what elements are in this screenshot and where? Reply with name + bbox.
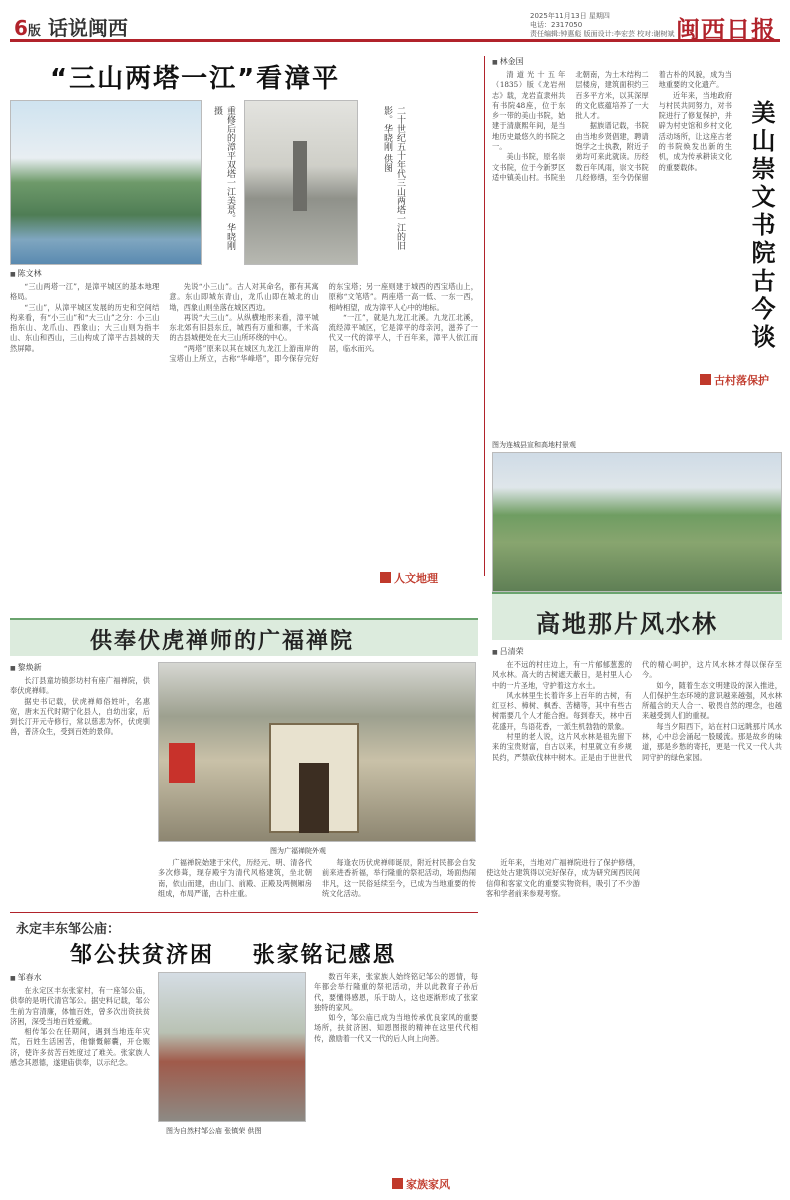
article2-column-tag: 古村落保护 xyxy=(700,372,769,388)
issue-date: 2025年11月13日 星期四 xyxy=(530,12,610,20)
article5-column-tag: 家族家风 xyxy=(392,1176,450,1192)
article4-paragraph: 在不远的村庄边上，有一片郁郁葱葱的风水林。高大的古树遮天蔽日，是村里人心中的一片圣地，守护着这方水土。 xyxy=(492,660,632,690)
article5-body-left xyxy=(10,986,150,1194)
article3-title-bar xyxy=(10,618,478,656)
article5-byline: ■ 邹春水 xyxy=(10,972,42,983)
editors: 责任编辑:钟惠彪 版面设计:李宏芸 校对:谢树斌 xyxy=(530,30,675,38)
article3-photo-caption: 图为广福禅院外观 xyxy=(270,847,326,855)
article3-paragraph: 据史书记载，伏虎禅师俗姓叶，名惠宽，唐末五代时期宁化县人，自幼出家，后到长汀开元寺修行，常以慈悲为怀，伏虎驯兽，普济众生，受到百姓的景仰。 xyxy=(10,696,150,737)
page-meta xyxy=(530,12,675,39)
article1-old-photo xyxy=(244,100,358,265)
article4-photo-caption: 图为连城县宣和高地村景观 xyxy=(492,441,576,449)
article3-paragraph: 每逢农历伏虎禅师诞辰，附近村民都会自发前来进香祈福，举行隆重的祭祀活动，场面热闹非凡，这一民俗延续至今，已成为当地重要的传统文化活动。 xyxy=(322,858,476,898)
page-section-banner xyxy=(14,12,128,41)
article5-temple-photo xyxy=(158,972,306,1122)
article3-title: 供奉伏虎禅师的广福禅院 xyxy=(90,629,355,654)
article2-body xyxy=(492,70,732,392)
page-unit: 版 xyxy=(27,24,41,39)
article1-paragraph: “两塔”原来以其在城区九龙江上游南岸的宝塔山上所立，古称“华峰塔”，即今保存完好的东宝塔；另一座则建于城西的西宝塔山上，原称“文笔塔”。两座塔一高一低、一东一西，相峙相望，成为漳平人心中的地标。 xyxy=(169,282,478,364)
article5-kicker: 永定丰东邹公庙： xyxy=(16,922,121,937)
article1-paragraph: “三山两塔一江”，是漳平城区的基本地理格局。 xyxy=(10,282,160,302)
article5-paragraph: 如今，邹公庙已成为当地传承优良家风的重要场所，扶贫济困、知恩图报的精神在这里代代相传，激励着一代又一代的后人向上向善。 xyxy=(314,1013,478,1043)
article1-old-photo-caption: 二十世纪五十年代三山两塔一江的旧影。华晓刚 供图 xyxy=(382,106,405,250)
article1-body xyxy=(10,282,478,607)
article5-paragraph: 在永定区丰东张家村，有一座邹公庙，供奉的是明代清官邹公。据史料记载，邹公生前为官清廉，体恤百姓，曾多次出资扶贫济困，深受当地百姓爱戴。 xyxy=(10,986,150,1026)
article4-paragraph: 村里的老人说，这片风水林是祖先留下来的宝贵财富，自古以来，村里就立有乡规民约，严禁砍伐林中树木。正是由于世世代代的精心呵护，这片风水林才得以保存至今。 xyxy=(492,660,782,762)
article4-paragraph: 如今，随着生态文明建设的深入推进，人们保护生态环境的意识越来越强，风水林所蕴含的天人合一、敬畏自然的理念，也越来越受到人们的重视。 xyxy=(642,680,782,721)
newspaper-logo: 闽西日报 xyxy=(676,16,776,44)
article5-paragraph: 相传邹公在任期间，遇到当地连年灾荒，百姓生活困苦，他慷慨解囊，开仓赈济，使许多贫苦百姓度过了难关。张家族人感念其恩德，遂建庙供奉，以示纪念。 xyxy=(10,1027,150,1068)
article3-paragraph: 长汀县童坊镇彭坊村有座广福禅院，供奉伏虎禅师。 xyxy=(10,676,150,696)
article3-paragraph: 广福禅院始建于宋代，历经元、明、清各代多次修葺，现存殿宇为清代风格建筑，坐北朝南，依山而建，由山门、前殿、正殿及两侧厢房组成，布局严谨，古朴庄重。 xyxy=(158,858,312,898)
article5-body-right xyxy=(314,972,478,1172)
article1-byline: ■ 陈文林 xyxy=(10,268,42,279)
column-divider xyxy=(484,56,485,576)
article4-title: 高地那片风水林 xyxy=(536,610,718,638)
article4-byline: ■ 吕清荣 xyxy=(492,646,524,657)
article1-paragraph: “一江”，就是九龙江北溪。九龙江北溪，流经漳平城区，它是漳平的母亲河，滋养了一代又一代的漳平人，千百年来，漳平人依江而居，临水而兴。 xyxy=(328,312,478,353)
article4-paragraph: 每当夕阳西下，站在村口远眺那片风水林，心中总会涌起一股暖流。那是故乡的味道，那是乡愁的寄托，更是一代又一代人共同守护的绿色家园。 xyxy=(642,721,782,762)
page-number: 6 xyxy=(14,16,28,40)
article3-column-tag: 人文地理 xyxy=(380,570,438,586)
article2-paragraph: 清道光十五年（1835）版《龙岩州志》载，龙岩直隶州共有书院48座，位于东乡一带的美山书院，始建于清康熙年间，是当地历史最悠久的书院之一。 xyxy=(492,70,566,152)
article1-paragraph: 再说“大三山”。从纵横地形来看，漳平城东北郊有旧县东丘，城西有万重和寨，千米高的古县城便处在大三山所环绕的中心。 xyxy=(169,312,319,343)
article4-body xyxy=(492,660,782,1195)
page-header xyxy=(10,8,780,42)
article1-paragraph: “三山”，从漳平城区发展的历史和空间结构来看，有“小三山”和“大三山”之分：小三山指东山、龙爪山、西象山；大三山则为指丰山、东山和西山，三山构成了漳平古县城的天然屏障。 xyxy=(10,302,160,353)
article4-paragraph: 风水林里生长着许多上百年的古树，有红豆杉、樟树、枫香、苦槠等，其中有些古树需要几个人才能合抱。每到春天，林中百花盛开，鸟语花香，一派生机勃勃的景象。 xyxy=(492,690,632,731)
article3-temple-photo xyxy=(158,662,476,842)
article1-photo-caption: 重修后的漳平双塔一江美景。华晓刚 摄 xyxy=(212,106,235,250)
article2-paragraph: 据族谱记载，书院由当地乡贤倡建，聘请饱学之士执教，附近子弟均可来此就读。历经数百年风雨，崇文书院几经修缮，至今仍保留着古朴的风貌，成为当地重要的文化遗产。 xyxy=(575,70,732,182)
article3-body-left xyxy=(10,676,150,906)
article3-body-right xyxy=(158,858,640,906)
article2-paragraph: 美山书院，原名崇文书院，位于今新罗区适中镇美山村。书院坐北朝南，为土木结构二层楼房，建筑面积约三百多平方米，以其深厚的文化底蕴培养了一大批人才。 xyxy=(492,70,649,182)
article3-byline: ■ 黎焕新 xyxy=(10,662,42,673)
section-name: 话说闽西 xyxy=(47,16,128,40)
article5-photo-caption: 图为自然村邹公庙 张镇荣 供图 xyxy=(166,1127,262,1135)
article2-byline: ■ 林金国 xyxy=(492,56,524,67)
article2-paragraph: 近年来，当地政府与村民共同努力，对书院进行了修复保护，并辟为村史馆和乡村文化活动场所，让这座古老的书院焕发出新的生机，成为传承耕读文化的重要载体。 xyxy=(658,90,732,172)
section-divider xyxy=(10,912,478,913)
article1-landscape-photo xyxy=(10,100,202,265)
article4-village-photo xyxy=(492,452,782,592)
article3-paragraph: 近年来，当地对广福禅院进行了保护修缮，使这处古建筑得以完好保存，成为研究闽西民间信仰和客家文化的重要实物资料，吸引了不少游客和学者前来参观考察。 xyxy=(486,858,640,898)
article5-paragraph: 数百年来，张家族人始终铭记邹公的恩情，每年都会举行隆重的祭祀活动，并以此教育子孙后代，要懂得感恩，乐于助人，这也逐渐形成了张家独特的家风。 xyxy=(314,972,478,1012)
phone: 电话：2317050 xyxy=(530,21,583,29)
article5-title: 邹公扶贫济困 张家铭记感恩 xyxy=(70,943,397,968)
article1-title: “三山两塔一江”看漳平 xyxy=(50,64,341,94)
article4-title-bar xyxy=(492,592,782,640)
article1-paragraph: 先说“小三山”。古人对其命名，都有其寓意。东山即城东青山，龙爪山即在城北的山坳，西象山则坐落在城区西边。 xyxy=(169,282,319,312)
article2-title: 美山崇文书院古今谈 xyxy=(747,100,775,352)
